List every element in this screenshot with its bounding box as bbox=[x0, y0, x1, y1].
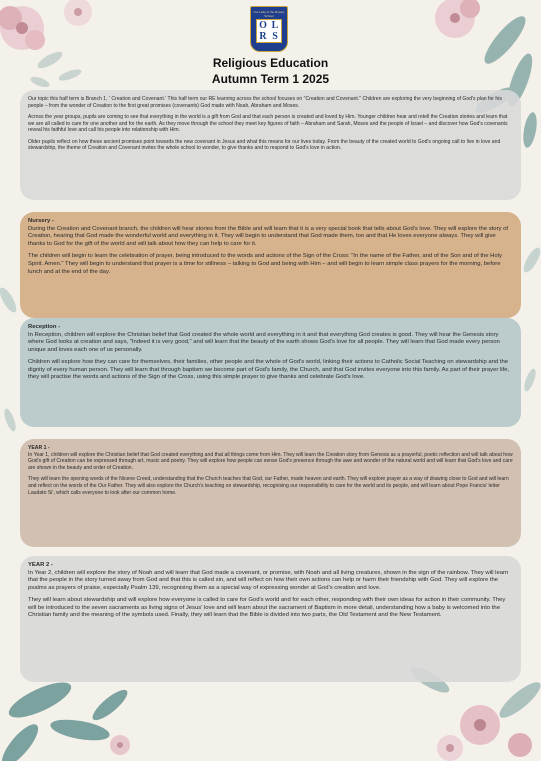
year2-heading: YEAR 2 - bbox=[28, 562, 53, 568]
intro-paragraph: Across the year groups, pupils are coming to see that everything in the world is a gift from God and that each person is created and loved by Him. Younger children hear and retell the Creation stories and learn that we are all called to care for one another and for the earth. As they move through the school they meet key figures of faith – Abraham and Sarah, Moses and the people of Israel – and discover how God's covenants reveal his faithful love and call his people into relationship with Him. bbox=[28, 114, 508, 133]
year1-section bbox=[20, 439, 521, 547]
year1-paragraph: They will learn the opening words of the Nicene Creed, understanding that the Church teaches that God, our Father, made heaven and earth. They will explore prayer as a way of drawing close to God and will learn and reflect on the words of the Our Father. They will also explore the Church's teaching on stewardship, recognising our responsibility to care for the world and its people, and will learn about Pope Francis' letter Laudato Si', which calls everyone to look after our common home. bbox=[28, 476, 509, 496]
year2-paragraph: In Year 2, children will explore the story of Noah and will learn that God made a covenant, or promise, with Noah and all living creatures, shown in the sign of the rainbow. They will learn that the people in the story turned away from God and that this is called sin, and will reflect on how their own actions can help or harm their friendship with God. They will explore the psalms as prayers of praise, especially Psalm 139, recognising them as a special way of expressing wonder at God's creation and love. bbox=[28, 569, 509, 591]
intro-section bbox=[20, 90, 521, 200]
nursery-paragraph: The children will begin to learn the celebration of prayer, being introduced to the words and actions of the Sign of the Cross: "In the name of the Father, and of the Son and of the Holy Spirit. Amen." They will begin to understand that prayer is a time for stillness – talking to God and being with Him – and will begin to learn simple class prayers for the morning, before lunch and at the end of the day. bbox=[28, 253, 502, 275]
intro-paragraph: Older pupils reflect on how these ancient promises point towards the new covenant in Jesus and what this means for our lives today. From the beauty of the created world to God's ongoing call to live in love and stewardship, the theme of Creation and Covenant invites the whole school to wonder, to give thanks and to respond to God's love in action. bbox=[28, 138, 501, 151]
reception-paragraph: Children will explore how they can care for themselves, their families, other people and the whole of God's world, linking their actions to Catholic Social Teaching on stewardship and the dignity of every human person. They will learn that through baptism we become part of God's family, the Church, and that God invites everyone into this family. As part of their prayer life, they will practise the words and actions of the Sign of the Cross, using this simple prayer to give thanks and celebrate God's love. bbox=[28, 359, 510, 380]
crest-letter: R bbox=[259, 31, 267, 42]
reception-heading: Reception - bbox=[28, 324, 61, 330]
page-subtitle: Autumn Term 1 2025 bbox=[211, 72, 330, 86]
intro-paragraph: Our topic this half term is Branch 1, ' Creation and Covenant.' This half term our RE learning across the school focuses on "Creation and Covenant." Children are exploring the very beginning of God's plan for his people – from the wonder of Creation to the first great promises (covenants) God made with Noah, Abraham and Moses. bbox=[28, 96, 502, 109]
pink-flower-bottom-left bbox=[110, 735, 130, 755]
reception-section bbox=[20, 318, 521, 427]
year1-paragraph: In Year 1, children will explore the Christian belief that God created everything and that all things come from Him. They will learn the Creation story from Genesis as a prayerful, poetic reflection and will talk about how God's gift of Creation can be expressed through art, music and poetry. They will explore how people can sense God's presence through the awe and wonder of the natural world and will learn that God's love and care are shown in the beauty and order of Creation. bbox=[28, 451, 513, 471]
pink-flower-bottom-right bbox=[437, 705, 532, 761]
crest-letters bbox=[256, 19, 282, 43]
crest-motto: Our Lady of the Rosary School bbox=[253, 10, 285, 18]
crest-letter: L bbox=[271, 20, 279, 31]
year1-heading: YEAR 1 - bbox=[28, 445, 50, 451]
page-title: Religious Education bbox=[212, 56, 329, 70]
nursery-section bbox=[20, 212, 521, 318]
year2-paragraph: They will learn about stewardship and will explore how everyone is called to care for God's world and for each other, responding with their own ideas for action in their community. They will be introduced to the seven sacraments as living signs of Jesus' love and will learn about the sacrament of Baptism in more detail, understanding how a baby is welcomed into the Christian family and the meaning of the symbols used. Finally, they will learn that the Bible is divided into two parts, the Old Testament and the New Testament. bbox=[28, 597, 506, 618]
pink-flower-top-left bbox=[0, 0, 92, 50]
crest-letter: S bbox=[272, 31, 278, 42]
leaf-accent-left bbox=[0, 285, 19, 432]
year2-section bbox=[20, 556, 521, 682]
nursery-heading: Nursery - bbox=[28, 218, 54, 224]
school-crest bbox=[250, 6, 288, 52]
reception-paragraph: In Reception, children will explore the Christian belief that God created the whole world and everything in it and that everything God creates is good. They will hear the Genesis story where God looks at creation and says, "Indeed it is very good," and will learn that the beauty of the earth shows God's love for all people. They will learn that God made every person unique and loves each one of us personally. bbox=[28, 331, 500, 353]
pink-flower-top-right bbox=[435, 0, 480, 38]
crest-letter: O bbox=[259, 20, 267, 31]
nursery-paragraph: During the Creation and Covenant branch, the children will hear stories from the Bible and will learn that it is a very special book that tells about God's love. They will explore the story of Creation, hearing that God made the wonderful world and everything in it. They will begin to understand that God made them, too and that He loves everyone always. They will give thanks to God for the gift of the world and will talk about how they can help to care for it. bbox=[28, 225, 509, 247]
leaf-accent-right bbox=[521, 245, 541, 392]
